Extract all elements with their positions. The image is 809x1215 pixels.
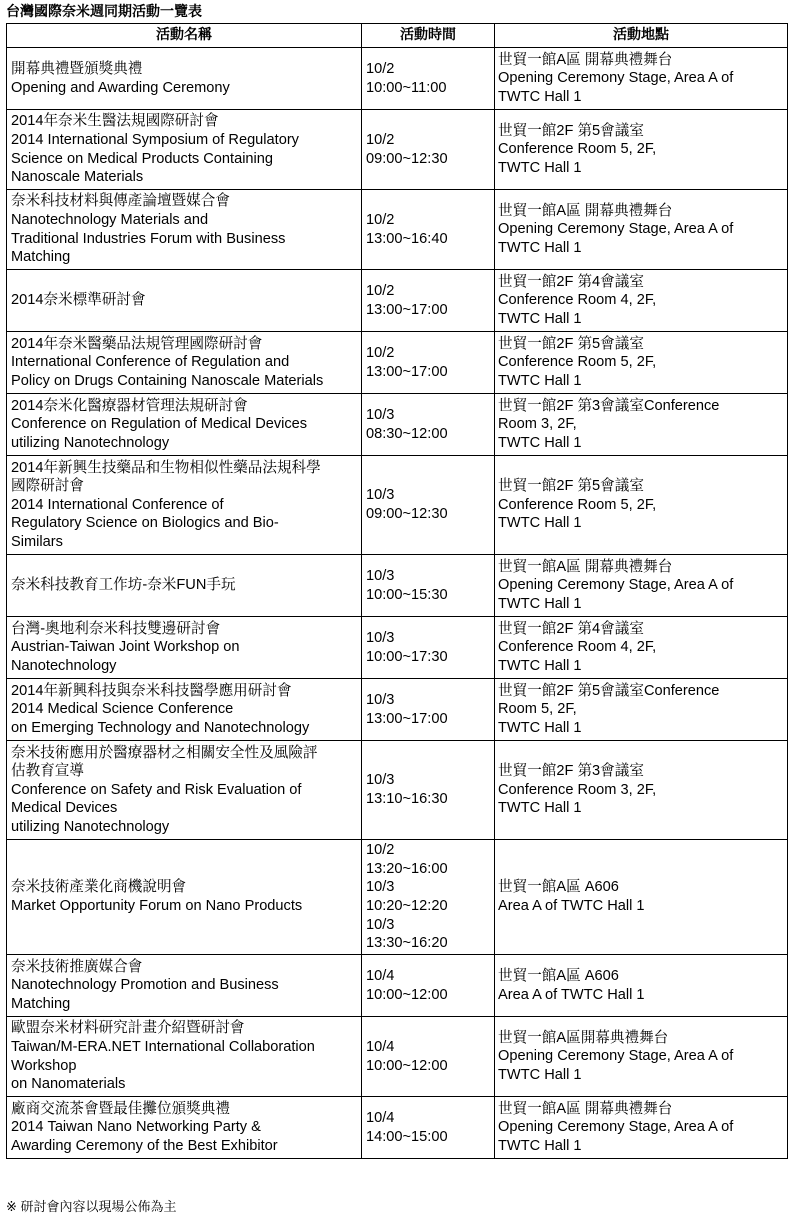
event-name-cell: 2014年新興科技與奈米科技醫學應用研討會 2014 Medical Science Conference on Emerging Technology and Nanotechnology <box>7 679 362 741</box>
event-time-cell: 10/3 10:00~17:30 <box>362 617 495 679</box>
footnote: ※ 研討會內容以現場公佈為主 <box>6 1199 177 1214</box>
table-row <box>7 1097 788 1159</box>
event-time-cell: 10/2 10:00~11:00 <box>362 48 495 110</box>
table-row <box>7 48 788 110</box>
event-place-cell: 世貿一館2F 第3會議室 Conference Room 3, 2F, TWTC Hall 1 <box>495 741 788 840</box>
table-row <box>7 332 788 394</box>
event-place-cell: 世貿一館2F 第5會議室 Conference Room 5, 2F, TWTC Hall 1 <box>495 110 788 190</box>
event-name-cell: 廠商交流茶會暨最佳攤位頒獎典禮 2014 Taiwan Nano Networking Party & Awarding Ceremony of the Best Exhibitor <box>7 1097 362 1159</box>
event-time-cell: 10/3 09:00~12:30 <box>362 456 495 555</box>
event-place-cell: 世貿一館A區 A606 Area A of TWTC Hall 1 <box>495 840 788 955</box>
event-name-cell: 歐盟奈米材料研究計畫介紹暨研討會 Taiwan/M-ERA.NET International Collaboration Workshop on Nanomaterials <box>7 1017 362 1097</box>
event-time-cell: 10/4 10:00~12:00 <box>362 1017 495 1097</box>
table-row <box>7 555 788 617</box>
event-place-cell: 世貿一館A區 開幕典禮舞台 Opening Ceremony Stage, Area A of TWTC Hall 1 <box>495 48 788 110</box>
event-place-cell: 世貿一館2F 第3會議室Conference Room 3, 2F, TWTC Hall 1 <box>495 394 788 456</box>
event-name-cell: 奈米技術應用於醫療器材之相關安全性及風險評 估教育宣導 Conference on Safety and Risk Evaluation of Medical Devices utilizing Nanotechnology <box>7 741 362 840</box>
event-place-cell: 世貿一館A區開幕典禮舞台 Opening Ceremony Stage, Area A of TWTC Hall 1 <box>495 1017 788 1097</box>
table-row <box>7 394 788 456</box>
event-name-cell: 2014奈米標準研討會 <box>7 270 362 332</box>
page-title: 台灣國際奈米週同期活動一覽表 <box>6 4 202 20</box>
table-row <box>7 617 788 679</box>
table-row <box>7 741 788 840</box>
header-event-time: 活動時間 <box>362 24 495 48</box>
event-time-cell: 10/3 08:30~12:00 <box>362 394 495 456</box>
header-event-name: 活動名稱 <box>7 24 362 48</box>
event-place-cell: 世貿一館A區 開幕典禮舞台 Opening Ceremony Stage, Area A of TWTC Hall 1 <box>495 1097 788 1159</box>
table-row <box>7 840 788 955</box>
event-time-cell: 10/2 09:00~12:30 <box>362 110 495 190</box>
header-event-place: 活動地點 <box>495 24 788 48</box>
event-table <box>6 23 788 1159</box>
event-place-cell: 世貿一館A區 A606 Area A of TWTC Hall 1 <box>495 955 788 1017</box>
event-name-cell: 奈米科技教育工作坊-奈米FUN手玩 <box>7 555 362 617</box>
table-row <box>7 270 788 332</box>
event-place-cell: 世貿一館2F 第5會議室Conference Room 5, 2F, TWTC Hall 1 <box>495 679 788 741</box>
event-place-cell: 世貿一館2F 第5會議室 Conference Room 5, 2F, TWTC Hall 1 <box>495 332 788 394</box>
table-row <box>7 456 788 555</box>
event-place-cell: 世貿一館2F 第5會議室 Conference Room 5, 2F, TWTC Hall 1 <box>495 456 788 555</box>
event-name-cell: 奈米技術產業化商機說明會 Market Opportunity Forum on Nano Products <box>7 840 362 955</box>
event-time-cell: 10/2 13:20~16:00 10/3 10:20~12:20 10/3 13:30~16:20 <box>362 840 495 955</box>
table-row <box>7 679 788 741</box>
event-time-cell: 10/3 13:00~17:00 <box>362 679 495 741</box>
event-name-cell: 奈米技術推廣媒合會 Nanotechnology Promotion and Business Matching <box>7 955 362 1017</box>
event-time-cell: 10/4 14:00~15:00 <box>362 1097 495 1159</box>
event-time-cell: 10/3 10:00~15:30 <box>362 555 495 617</box>
table-row <box>7 955 788 1017</box>
event-place-cell: 世貿一館2F 第4會議室 Conference Room 4, 2F, TWTC Hall 1 <box>495 270 788 332</box>
event-place-cell: 世貿一館A區 開幕典禮舞台 Opening Ceremony Stage, Area A of TWTC Hall 1 <box>495 190 788 270</box>
event-time-cell: 10/3 13:10~16:30 <box>362 741 495 840</box>
event-time-cell: 10/2 13:00~17:00 <box>362 332 495 394</box>
event-name-cell: 2014年新興生技藥品和生物相似性藥品法規科學 國際研討會 2014 International Conference of Regulatory Science on Biologics and Bio- Similars <box>7 456 362 555</box>
table-header-row <box>7 24 788 48</box>
event-time-cell: 10/2 13:00~17:00 <box>362 270 495 332</box>
event-time-cell: 10/2 13:00~16:40 <box>362 190 495 270</box>
event-name-cell: 2014年奈米生醫法規國際研討會 2014 International Symposium of Regulatory Science on Medical Products Containing Nanoscale Materials <box>7 110 362 190</box>
event-name-cell: 台灣-奧地利奈米科技雙邊研討會 Austrian-Taiwan Joint Workshop on Nanotechnology <box>7 617 362 679</box>
table-row <box>7 110 788 190</box>
event-name-cell: 開幕典禮暨頒獎典禮 Opening and Awarding Ceremony <box>7 48 362 110</box>
event-name-cell: 2014奈米化醫療器材管理法規研討會 Conference on Regulation of Medical Devices utilizing Nanotechnology <box>7 394 362 456</box>
event-place-cell: 世貿一館2F 第4會議室 Conference Room 4, 2F, TWTC Hall 1 <box>495 617 788 679</box>
event-place-cell: 世貿一館A區 開幕典禮舞台 Opening Ceremony Stage, Area A of TWTC Hall 1 <box>495 555 788 617</box>
table-row <box>7 1017 788 1097</box>
event-name-cell: 2014年奈米醫藥品法規管理國際研討會 International Conference of Regulation and Policy on Drugs Containing Nanoscale Materials <box>7 332 362 394</box>
table-row <box>7 190 788 270</box>
event-time-cell: 10/4 10:00~12:00 <box>362 955 495 1017</box>
event-name-cell: 奈米科技材料與傳產論壇暨媒合會 Nanotechnology Materials and Traditional Industries Forum with Business Matching <box>7 190 362 270</box>
